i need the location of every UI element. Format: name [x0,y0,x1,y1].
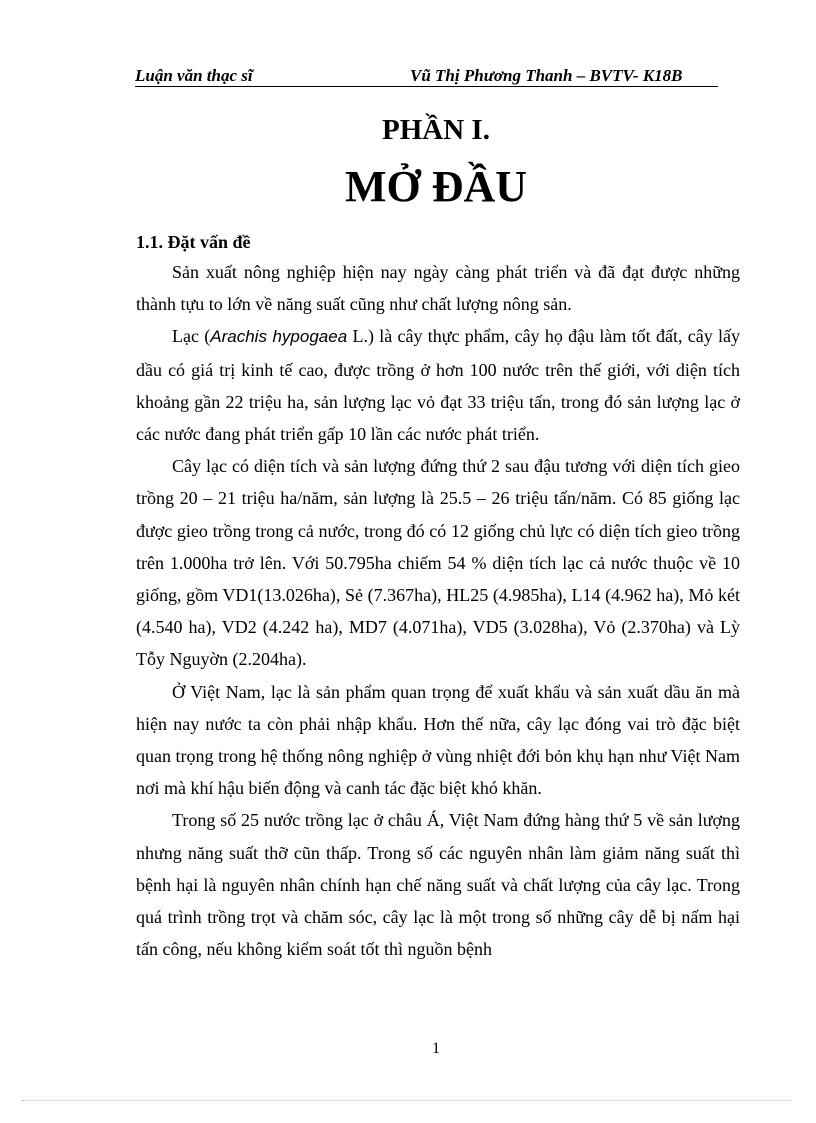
chapter-title: MỞ ĐẦU [344,162,528,211]
section-heading: 1.1. Đặt vấn đề [136,232,251,252]
page-bottom-divider [22,1100,792,1101]
header-thesis-label: Luận văn thạc sĩ [135,66,253,85]
paragraph-peanut-before: Lạc ( [172,326,211,347]
scientific-name: Arachis hypogaea [210,327,348,347]
paragraph-peanut [136,320,740,450]
header-author-label: Vũ Thị Phương Thanh – BVTV- K18B [410,66,683,85]
paragraph-area-production: Cây lạc có diện tích và sản lượng đứng thứ 2 sau đậu tương với diện tích gieo trồng 20 – 21 triệu ha/năm, sản lượng là 25.5 – 26 triệu tấn/năm. Có 85 giống lạc được gieo trồng trong cả nước, trong đó có 12 giống chủ lực có diện tích gieo trồng trên 1.000ha trở lên. Với 50.795ha chiếm 54 % diện tích lạc cả nước thuộc về 10 giống, gồm VD1(13.026ha), Sẻ (7.367ha), HL25 (4.985ha), L14 (4.962 ha), Mỏ két (4.540 ha), VD2 (4.242 ha), MD7 (4.071ha), VD5 (3.028ha), Vỏ (2.370ha) và Lỳ Tỗy Nguyờn (2.204ha). [136,456,740,670]
body-text [136,256,740,965]
page-number: 1 [432,1040,440,1057]
paragraph-asia: Trong số 25 nước trồng lạc ở châu Á, Việt Nam đứng hàng thứ 5 về sản lượng nhưng năng suất thỡ cũn thấp. Trong số các nguyên nhân làm giảm năng suất thì bệnh hại là nguyên nhân chính hạn chế năng suất và chất lượng của cây lạc. Trong quá trình trồng trọt và chăm sóc, cây lạc là một trong số những cây dễ bị nấm hại tấn công, nếu không kiểm soát tốt thì nguồn bệnh [136,810,740,960]
paragraph-peanut-after: L.) là cây thực phẩm, cây họ đậu làm tốt đất, cây lấy dầu có giá trị kinh tế cao, được trồng ở hơn 100 nước trên thế giới, với diện tích khoảng gần 22 triệu ha, sản lượng lạc vỏ đạt 33 triệu tấn, trong đó sản lượng lạc ở các nước đang phát triển gấp 10 lần các nước phát triển. [136,326,741,445]
header-divider [135,86,718,87]
paragraph-vietnam: Ở Việt Nam, lạc là sản phẩm quan trọng để xuất khẩu và sản xuất dầu ăn mà hiện nay nước ta còn phải nhập khẩu. Hơn thế nữa, cây lạc đóng vai trò đặc biệt quan trọng trong hệ thống nông nghiệp ở vùng nhiệt đới bỏn khụ hạn như Việt Nam nơi mà khí hậu biến động và canh tác đặc biệt khó khăn. [136,681,740,799]
paragraph-intro: Sản xuất nông nghiệp hiện nay ngày càng phát triển và đã đạt được những thành tựu to lớn về năng suất cũng như chất lượng nông sản. [136,262,740,315]
part-title: PHẦN I. [382,114,490,146]
